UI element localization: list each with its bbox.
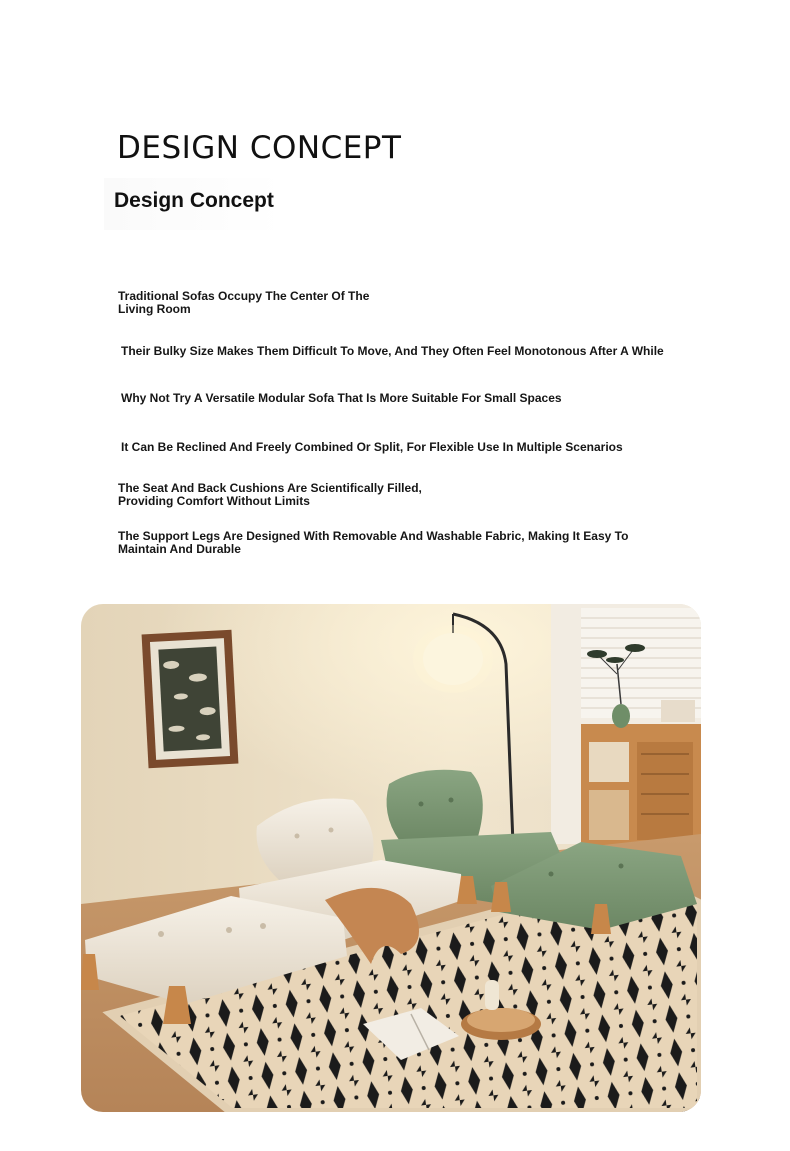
page-title: DESIGN CONCEPT [117, 130, 402, 166]
living-room-illustration [81, 604, 701, 1112]
feature-text-5: The Seat And Back Cushions Are Scientifically Filled, Providing Comfort Without Limits [118, 481, 422, 508]
product-photo [81, 604, 701, 1112]
feature-text-3: Why Not Try A Versatile Modular Sofa That Is More Suitable For Small Spaces [121, 391, 562, 405]
green-back-cushion [387, 770, 483, 846]
feature-text-6: The Support Legs Are Designed With Removable And Washable Fabric, Making It Easy To Maintain And Durable [118, 529, 629, 556]
feature-text-4: It Can Be Reclined And Freely Combined Or Split, For Flexible Use In Multiple Scenarios [121, 440, 623, 454]
wall-art-frame [142, 630, 239, 769]
page-subtitle: Design Concept [114, 189, 274, 212]
feature-text-1: Traditional Sofas Occupy The Center Of The Living Room [118, 289, 370, 316]
feature-text-2: Their Bulky Size Makes Them Difficult To Move, And They Often Feel Monotonous After A While [121, 344, 664, 358]
